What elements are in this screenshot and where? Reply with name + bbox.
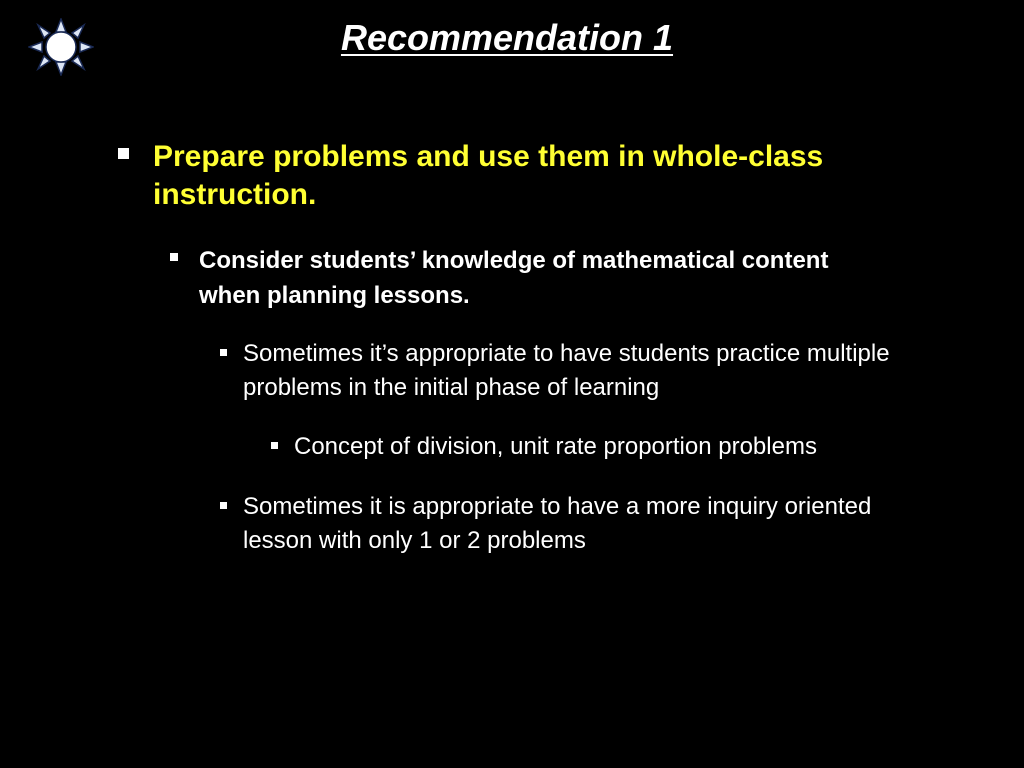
bullet-text: Sometimes it is appropriate to have a more inquiry oriented lesson with only 1 or 2 problems [243,493,872,554]
bullet-text: Prepare problems and use them in whole-class instruction. [153,140,824,211]
square-bullet-icon [271,442,278,449]
slide-title: Recommendation 1 [340,17,674,58]
bullet-level-3 [220,337,920,405]
bullet-text: Consider students’ knowledge of mathematical content when planning lessons. [199,247,829,309]
bullet-level-4 [271,430,971,464]
square-bullet-icon [170,253,178,261]
square-bullet-icon [118,148,129,159]
bullet-level-3 [220,490,920,558]
square-bullet-icon [220,502,227,509]
bullet-level-1 [118,138,918,214]
bullet-level-2 [170,243,870,313]
bullet-text: Concept of division, unit rate proportion problems [294,433,817,460]
bullet-text: Sometimes it’s appropriate to have students practice multiple problems in the initial phase of learning [243,340,890,401]
square-bullet-icon [220,349,227,356]
